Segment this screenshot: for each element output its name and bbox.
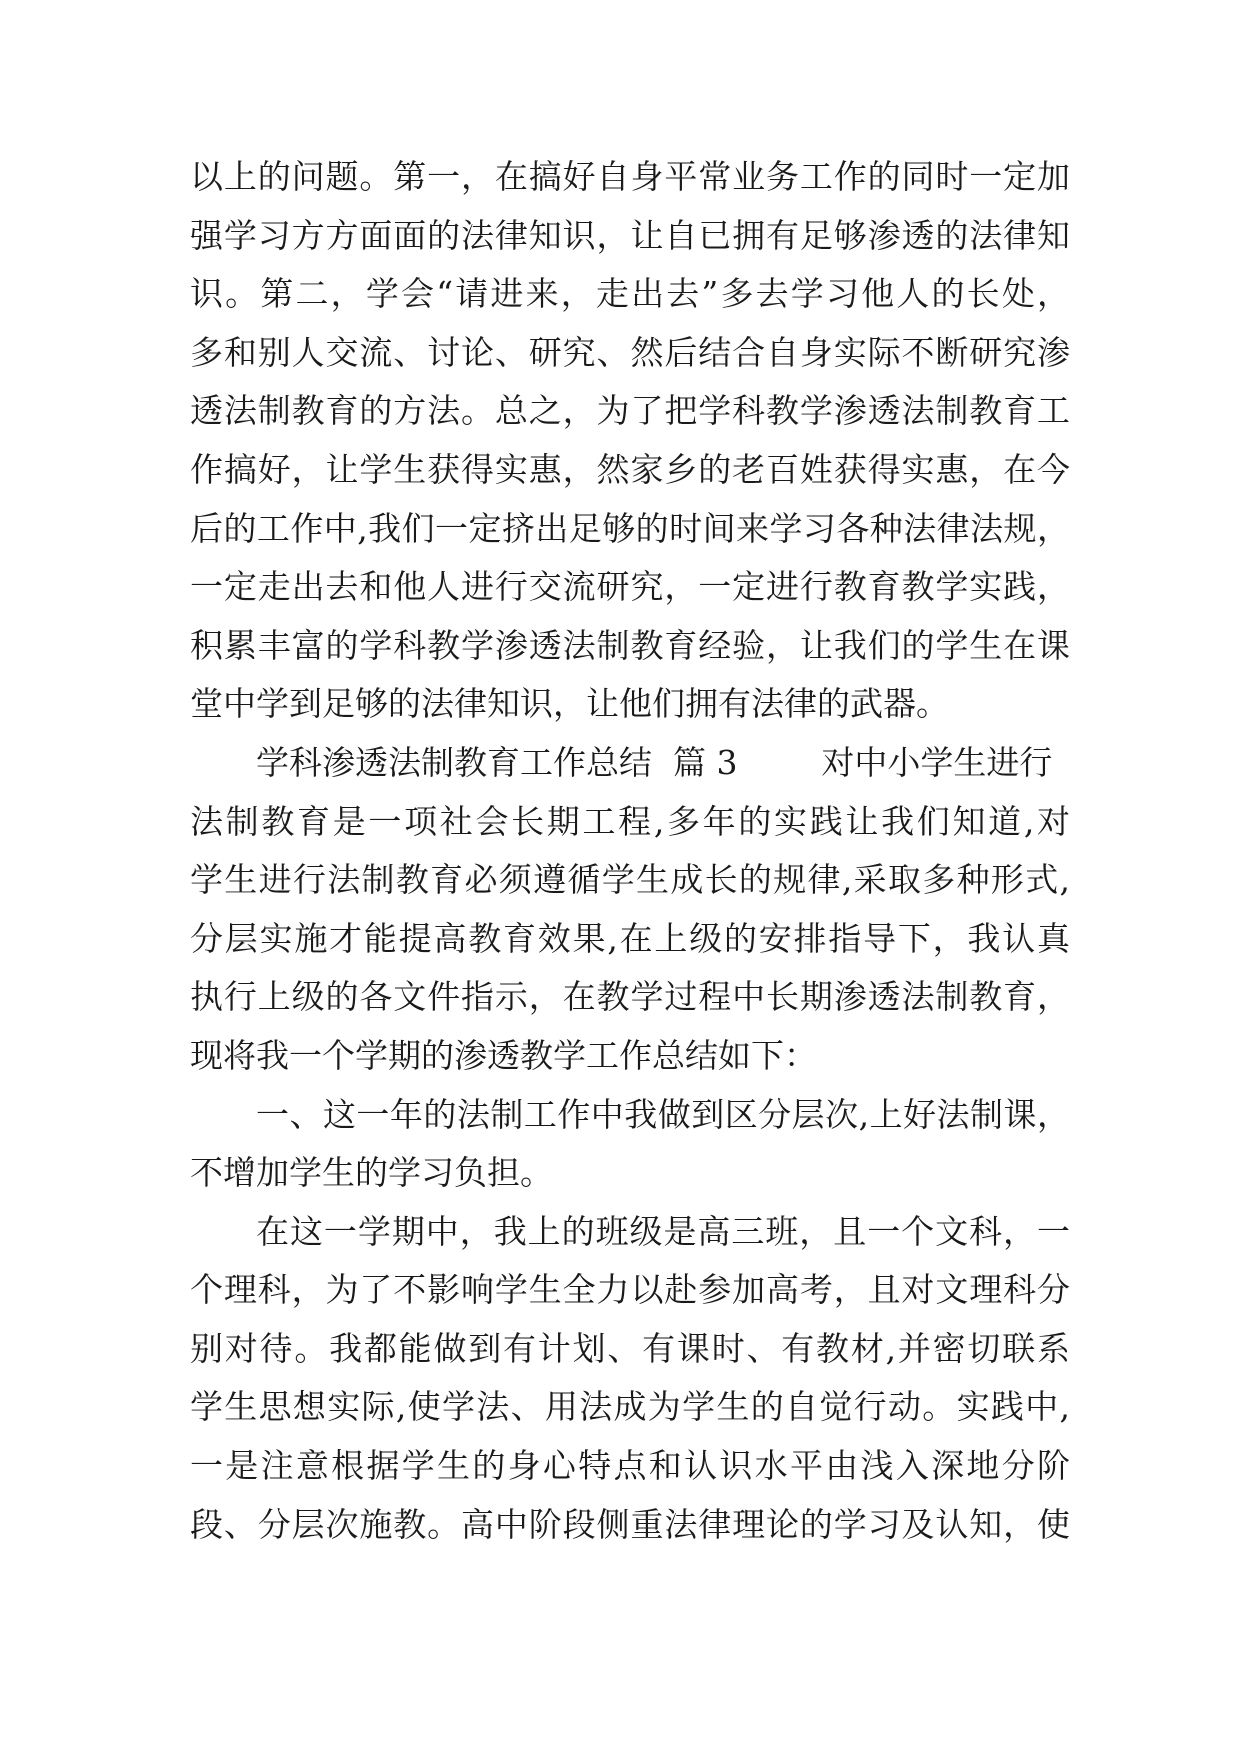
text-line: 透法制教育的方法。总之，为了把学科教学渗透法制教育工 <box>190 391 1070 431</box>
text-line: 后的工作中,我们一定挤出足够的时间来学习各种法律法规， <box>190 508 1070 548</box>
text-line: 以上的问题。第一，在搞好自身平常业务工作的同时一定加 <box>190 157 1070 196</box>
text-line: 积累丰富的学科教学渗透法制教育经验，让我们的学生在课 <box>190 625 1070 665</box>
section-heading-line: 学科渗透法制教育工作总结 篇 3 对中小学生进行 <box>256 742 1053 782</box>
text-line: 识。第二，学会“请进来，走出去”多去学习他人的长处， <box>190 274 1070 314</box>
text-line: 别对待。我都能做到有计划、有课时、有教材,并密切联系 <box>190 1328 1070 1368</box>
text-line: 学生进行法制教育必须遵循学生成长的规律,采取多种形式, <box>190 860 1070 900</box>
text-line: 法制教育是一项社会长期工程,多年的实践让我们知道,对 <box>190 801 1070 841</box>
text-line: 个理科，为了不影响学生全力以赴参加高考，且对文理科分 <box>190 1270 1070 1310</box>
text-line: 分层实施才能提高教育效果,在上级的安排指导下，我认真 <box>190 918 1070 958</box>
text-line: 多和别人交流、讨论、研究、然后结合自身实际不断研究渗 <box>190 332 1070 372</box>
text-line: 作搞好，让学生获得实惠，然家乡的老百姓获得实惠，在今 <box>190 449 1070 489</box>
text-line: 学生思想实际,使学法、用法成为学生的自觉行动。实践中, <box>190 1387 1070 1427</box>
text-line: 堂中学到足够的法律知识，让他们拥有法律的武器。 <box>190 684 949 724</box>
text-line: 一定走出去和他人进行交流研究，一定进行教育教学实践， <box>190 567 1070 607</box>
text-line: 现将我一个学期的渗透教学工作总结如下： <box>190 1035 817 1075</box>
text-line: 段、分层次施教。高中阶段侧重法律理论的学习及认知，使 <box>190 1504 1070 1544</box>
text-line: 不增加学生的学习负担。 <box>190 1153 553 1193</box>
text-line: 一、这一年的法制工作中我做到区分层次,上好法制课， <box>256 1094 1070 1134</box>
text-line: 一是注意根据学生的身心特点和认识水平由浅入深地分阶 <box>190 1446 1070 1486</box>
text-line: 强学习方方面面的法律知识，让自已拥有足够渗透的法律知 <box>190 215 1070 255</box>
text-line: 执行上级的各文件指示，在教学过程中长期渗透法制教育， <box>190 977 1070 1017</box>
text-line: 在这一学期中，我上的班级是高三班，且一个文科，一 <box>256 1211 1070 1251</box>
document-body <box>190 148 1070 1554</box>
